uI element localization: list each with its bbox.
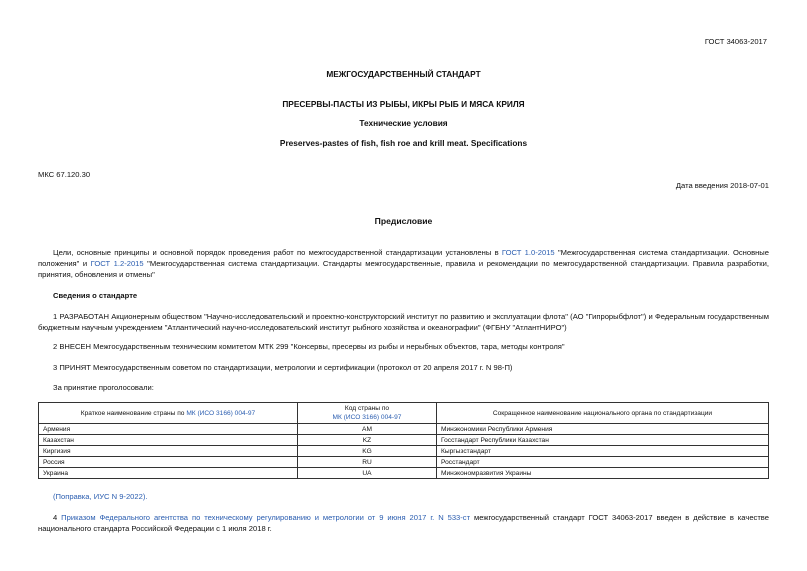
country-cell: Казахстан: [39, 435, 298, 446]
table-row: [39, 424, 769, 435]
introduction-date: Дата введения 2018-07-01: [675, 181, 769, 190]
country-cell: Киргизия: [39, 446, 298, 457]
column-header-country: [39, 403, 298, 424]
country-cell: Армения: [39, 424, 298, 435]
mk-iso-3166-link[interactable]: МК (ИСО 3166) 004-97: [332, 414, 402, 421]
country-cell: Украина: [39, 468, 298, 479]
table-row: [39, 446, 769, 457]
item-developed-by: 1 РАЗРАБОТАН Акционерным обществом "Научно-исследовательский и проектно-конструкторский институт по развитию и эксплуатации флота" (АО "Гипрорыбфлот") и Федеральным государственным бюджетным научным учреждением "Атлантический научно-исследовательский институт рыбного хозяйства и океанографии" (ФГБНУ "АтлантНИРО"): [38, 312, 769, 332]
agency-cell: Госстандарт Республики Казахстан: [437, 435, 769, 446]
mks-code: МКС 67.120.30: [38, 170, 91, 179]
code-cell: RU: [298, 457, 437, 468]
standard-kind: МЕЖГОСУДАРСТВЕННЫЙ СТАНДАРТ: [326, 69, 481, 79]
table-header-row: [39, 403, 769, 424]
table-row: [39, 468, 769, 479]
paragraph-text: "Межгосударственная система стандартизации. Стандарты межгосударственные, правила и рекомендации по межгосударственной стандартизации. Правила разработки, принятия, обновления и отмены": [38, 259, 769, 279]
mk-iso-3166-link[interactable]: МК (ИСО 3166) 004-97: [186, 409, 256, 417]
document-title: ПРЕСЕРВЫ-ПАСТЫ ИЗ РЫБЫ, ИКРЫ РЫБ И МЯСА КРИЛЯ: [282, 99, 525, 109]
code-cell: KZ: [298, 435, 437, 446]
order-link[interactable]: Приказом Федерального агентства по техническому регулированию и метрологии от 9 июня 2017 г. N 533-ст: [61, 513, 471, 522]
table-row: [39, 435, 769, 446]
voted-label: За принятие проголосовали:: [53, 383, 154, 392]
item-text: межгосударственный стандарт ГОСТ 34063-2017 введен в действие в качестве национального стандарта Российской Федерации с 1 июля 2018 г.: [38, 513, 769, 533]
amendment-link[interactable]: (Поправка, ИУС N 9-2022).: [53, 492, 148, 501]
code-cell: KG: [298, 446, 437, 457]
country-cell: Россия: [39, 457, 298, 468]
foreword-heading: Предисловие: [374, 216, 433, 226]
code-cell: AM: [298, 424, 437, 435]
item-adopted-by: 3 ПРИНЯТ Межгосударственным советом по стандартизации, метрологии и сертификации (протокол от 20 апреля 2017 г. N 98-П): [53, 363, 513, 372]
agency-cell: Кыргызстандарт: [437, 446, 769, 457]
foreword-paragraph: [38, 247, 769, 280]
item-number: 4: [53, 513, 62, 522]
header-text: Краткое наименование страны по: [80, 409, 187, 417]
gost-1-0-2015-link[interactable]: ГОСТ 1.0-2015: [501, 248, 555, 257]
standard-info-heading: Сведения о стандарте: [53, 291, 138, 300]
item-submitted-by: 2 ВНЕСЕН Межгосударственным техническим комитетом МТК 299 "Консервы, пресервы из рыбы и нерыбных объектов, тара, методы контроля": [53, 342, 565, 351]
agency-cell: Росстандарт: [437, 457, 769, 468]
code-cell: UA: [298, 468, 437, 479]
document-subtitle: Технические условия: [359, 118, 448, 128]
paragraph-text: Цели, основные принципы и основной порядок проведения работ по межгосударственной стандартизации установлены в: [53, 248, 502, 257]
column-header-body: Сокращенное наименование национального органа по стандартизации: [437, 403, 769, 424]
table-row: [39, 457, 769, 468]
document-title-english: Preserves-pastes of fish, fish roe and krill meat. Specifications: [279, 138, 528, 148]
paragraph-text: "Межгосударственная система стандартизации. Основные положения" и: [38, 248, 769, 268]
agency-cell: Минэкономразвития Украины: [437, 468, 769, 479]
standard-number: ГОСТ 34063-2017: [704, 37, 767, 46]
item-put-into-effect: [38, 512, 769, 534]
header-text: Код страны по: [344, 405, 390, 412]
voting-states-table: [38, 402, 769, 479]
gost-1-2-2015-link[interactable]: ГОСТ 1.2-2015: [90, 259, 144, 268]
agency-cell: Минэкономики Республики Армения: [437, 424, 769, 435]
column-header-code: [298, 403, 437, 424]
